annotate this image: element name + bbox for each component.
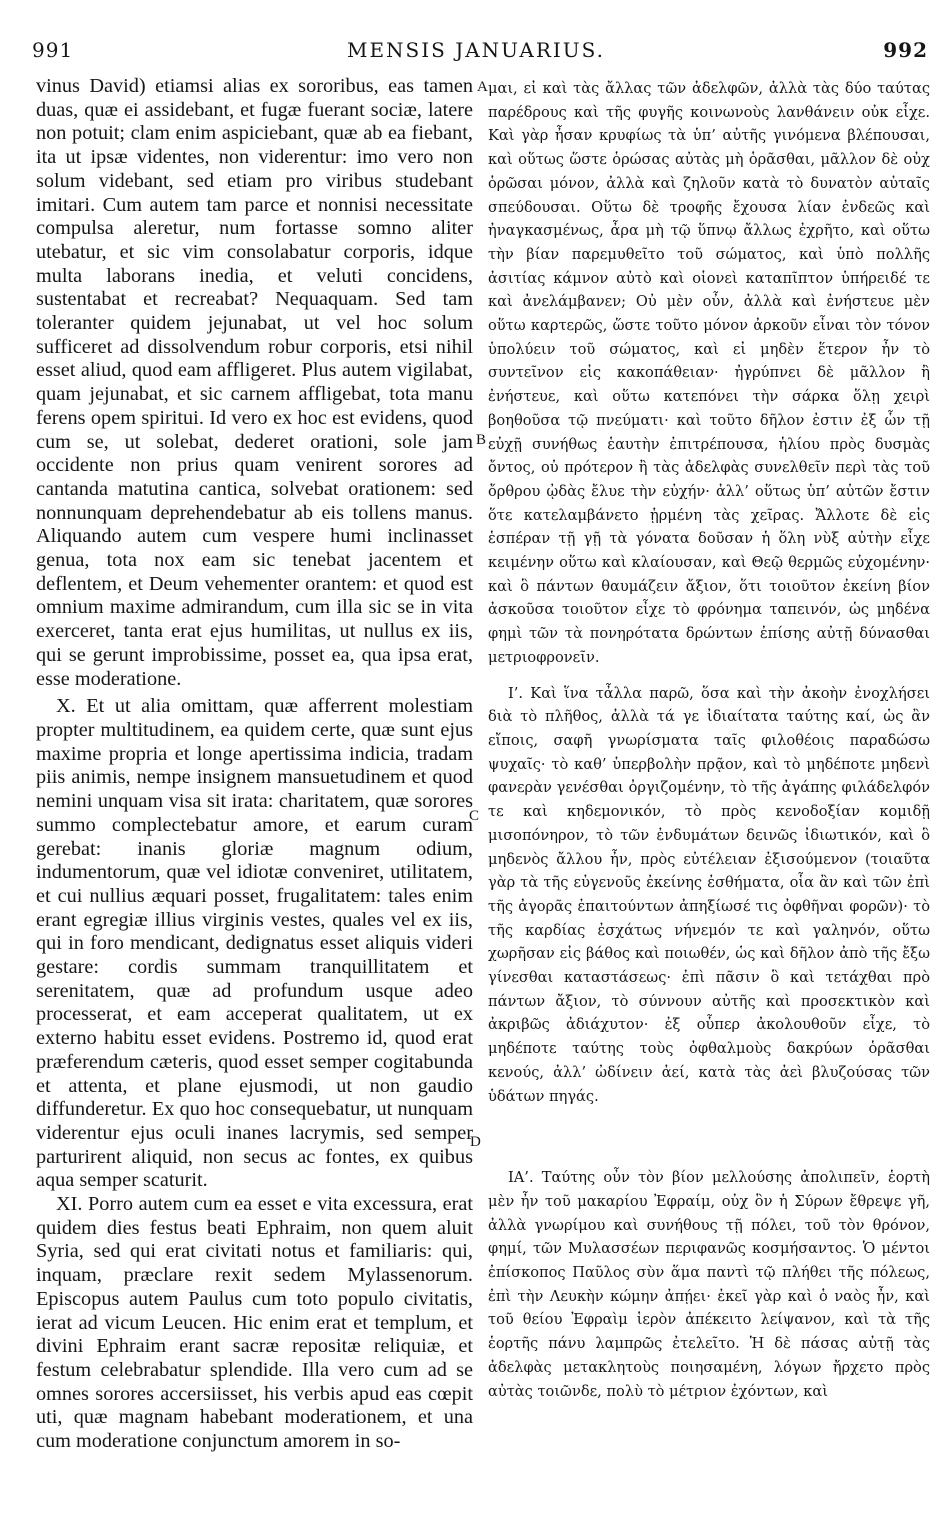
margin-marker-b: B — [476, 432, 487, 448]
latin-paragraph: vinus David) etiamsi alias ex sororibus, eas tamen duas, quæ ei assidebant, et fugæ fuerant sociæ, latere non potuit; clam enim aspiciebant, quæ ab ea fiebant, ita ut ipsæ videntes, non viderentur: imo vero non solum videbant, sed etiam pro viribus studebant imitari. Cum autem tam parce et nonnisi necessitate compulsa aleretur, num fortasse somno aliter utebatur, et sic vim consolabatur corporis, idque multa laborans inedia, et veluti concidens, sustentabat et recreabat? Nequaquam. Sed tam toleranter quidem jejunabat, ut vel hoc solum sufficeret ad dissolvendum robur corporis, etsi nihil esset aliud, quod eam affligeret. Plus autem vigilabat, quam jejunabat, et sic carnem affligebat, tota manu ferens opem spiritui. Id vero ex hoc est evidens, quod cum se, ut solebat, dederet orationi, sole jam occidente non prius quam venirent sorores ad cantanda matutina cantica, solvebat orationem: sed nonnunquam deprehendebatur ab eis tollens manus. Aliquando autem cum vespere humi inclinasset genua, tota nox eam sic tenebat jacentem et deflentem, et Deum vehementer orantem: et quod est omnium maxime admirandum, cum illa sic se in vita exerceret, tanta erat ejus humilitas, ut nullus ex iis, qui se gerunt improbissime, posset ea, qua ipsa erat, esse moderatione. — [36, 75, 473, 690]
greek-paragraph-i: Ι’. Καὶ ἵνα τἆλλα παρῶ, ὅσα καὶ τὴν ἀκοὴν ἐνοχλήσει διὰ τὸ πλῆθος, ἀλλὰ τά γε ἰδιαίτατα ταύτης καί, ὡς ἂν εἴποις, σαφῆ γνωρίσματα ταῖς φιλοθέοις παραδώσω ψυχαῖς· τὸ καθ’ ὑπερβολὴν πρᾷον, καὶ τὸ μηδέποτε μηδενὶ φανερὰν γενέσθαι ὀργιζομένην, τὸ τῆς ἀγάπης φιλάδελφόν τε καὶ κηδεμονικόν, τὸ πρὸς κενοδοξίαν κομιδῇ μισοπόνηρον, τὸ τῶν ἐνδυμάτων δεινῶς ἰδιωτικόν, καὶ ὃ μηδενὸς ἄλλου ἦν, πρὸς εὐτέλειαν ἐξισούμενον (τοιαῦτα γὰρ τὰ τῆς εὐγενοῦς ἐκείνης ἐσθήματα, οἷα ἂν καὶ τῶν ἐπὶ τῆς ἀγορᾶς ἐπαιτούντων ἀπηξίωσέ τις ὀφθῆναι φορῶν)· τὸ τῆς καρδίας ἐσχάτως νήνεμόν τε καὶ γαληνόν, οὕτω χωρῆσαν εἰς βάθος καὶ ποιωθέν, ὡς καὶ δῆλον ἀπὸ τῆς ἔξω γίνεσθαι καταστάσεως· ἐπὶ πᾶσιν ὃ καὶ τετάχθαι πρὸ πάντων ἄξιον, τὸ σύννουν αὐτῆς καὶ προσεκτικὸν καὶ ἀκριβῶς ἀδιάχυτον· ἐξ οὗπερ ἀκολουθοῦν εἶχε, τὸ μηδέποτε ταύτης τοὺς ὀφθαλμοὺς δακρύων ὁρᾶσθαι κενούς, ἀλλ’ ὠδίνειν ἀεί, κατὰ τὰς ἀεὶ βλυζούσας τῶν ὑδάτων πηγάς. — [488, 684, 930, 1105]
greek-paragraph-ia: ΙΑ’. Ταύτης οὖν τὸν βίον μελλούσης ἀπολιπεῖν, ἑορτὴ μὲν ἦν τοῦ μακαρίου Ἐφραίμ, οὐχ ὃν ἡ Σύρων ἔθρεψε γῆ, ἀλλὰ γνωρίμου καὶ συνήθους τῇ πόλει, τοῦ τὸν θρόνον, φημί, τῶν Μυλασσέων περιφανῶς κοσμήσαντος. Ὁ μέντοι ἐπίσκοπος Παῦλος σὺν ἅμα παντὶ τῷ πλήθει τῆς πόλεως, ἐπὶ τὴν Λευκὴν κώμην ἀπῄει· ἐκεῖ γὰρ καὶ ὁ ναὸς ἦν, καὶ τοῦ θείου Ἐφραὶμ ἱερὸν ἀπέκειτο λείψανον, καὶ τὰ τῆς ἑορτῆς πάνυ λαμπρῶς ἐτελεῖτο. Ἡ δὲ πάσας αὐτῇ τὰς ἀδελφὰς μετακλητοὺς ποιησαμένη, λόγων ἤρχετο πρὸς αὐτὰς τοιῶνδε, πολὺ τὸ μέτριον ἐχόντων, καὶ — [488, 1169, 930, 1400]
greek-column — [488, 77, 930, 1403]
left-page-number: 991 — [32, 38, 74, 62]
margin-marker-c: C — [469, 808, 480, 824]
latin-column — [36, 75, 473, 1454]
latin-paragraph-x: X. Et ut alia omittam, quæ afferrent molestiam propter multitudinem, ea quidem certe, quæ sunt ejus maxime propria et longe apertissima indicia, tradam piis animis, nempe insignem mansuetudinem et quod nemini unquam visa sit irata: charitatem, quæ sorores summo complectebatur amore, et earum curam gerebat: inanis gloriæ magnum odium, indumentorum, quæ vel idiotæ conveniret, utilitatem, et cui nullius æquari posset, frugalitatem: tales enim erant egregiæ illius virginis vestes, quales vel ex iis, qui in foro mendicant, dedignatus esset aliquis videri gestare: cordis summam tranquillitatem et serenitatem, quæ ad profundum usque adeo processerat, et eam acceperat qualitatem, ut ex externo habitu esset evidens. Postremo id, quod erat præferendum cæteris, quod esset semper cogitabunda et attenta, et plane ejusmodi, ut non gaudio diffunderetur. Ex quo hoc consequebatur, ut nunquam viderentur ejus oculi inanes lacrymis, sed semper parturirent aliquid, non secus ac fontes, ex quibus aqua semper scaturit. — [36, 695, 473, 1192]
margin-marker-a: A — [477, 79, 488, 95]
margin-marker-d: D — [470, 1134, 481, 1150]
latin-paragraph-xi: XI. Porro autem cum ea esset e vita excessura, erat quidem dies festus beati Ephraim, non quem aluit Syria, sed qui erat civitati notus et familiaris: qui, inquam, præclare rexit sedem Mylassenorum. Episcopus autem Paulus cum toto populo civitatis, ierat ad vicum Leucen. Hic enim erat et templum, et divini Ephraim erant sacræ repositæ reliquiæ, et festum celebrabatur splendide. Illa vero cum ad se omnes sorores accersiisset, his verbis apud eas cœpit uti, quæ magnam habebant moderationem, et una cum moderatione conjunctum amorem in so- — [36, 1193, 473, 1453]
greek-paragraph: μαι, εἰ καὶ τὰς ἄλλας τῶν ἀδελφῶν, ἀλλὰ τὰς δύο ταύτας παρέδρους καὶ τῆς φυγῆς κοινωνοὺς λανθάνειν οὐκ εἶχε. Καὶ γὰρ ἦσαν κρυφίως τὰ ὑπ’ αὐτῆς γινόμενα βλέπουσαι, καὶ οὕτως ὥστε ὁρώσας αὐτὰς μὴ ὁρᾶσθαι, μᾶλλον δὲ οὐχ ὁρῶσαι μόνον, ἀλλὰ καὶ ζηλοῦν κατὰ τὸ δυνατὸν αὐταῖς σπεύδουσαι. Οὕτω δὲ τροφῆς ἔχουσα λίαν ἐνδεῶς καὶ ἠναγκασμένως, ἆρα μὴ τῷ ὕπνῳ ἄλλως ἐχρῆτο, καὶ οὕτω τὴν βίαν παρεμυθεῖτο τοῦ σώματος, καὶ ὑπὸ πολλῆς ἀσιτίας κάμνον αὐτὸ καὶ οἱονεὶ καταπῖπτον ὑπήρειδέ τε καὶ ἀνελάμβανεν; Οὐ μὲν οὖν, ἀλλὰ καὶ ἐνήστευε μὲν οὕτω καρτερῶς, ὥστε τοῦτο μόνον ἀρκοῦν εἶναι τὸν τόνον ὑπολύειν τοῦ σώματος, καὶ εἰ μηδὲν ἕτερον ἦν τὸ συντεῖνον εἰς κακοπάθειαν· ἠγρύπνει δὲ μᾶλλον ἢ ἐνήστευε, καὶ οὕτω κατεπόνει τὴν σάρκα ὅλῃ χειρὶ βοηθοῦσα τῷ πνεύματι· καὶ τοῦτο δῆλον ἐστιν ἐξ ὧν τῇ εὐχῇ συνήθως ἑαυτὴν ἐπιτρέπουσα, ἡλίου πρὸς δυσμὰς ὄντος, οὐ πρότερον ἢ τὰς ἀδελφὰς συνελθεῖν περὶ τὰς τοῦ ὄρθρου ᾠδὰς ἔλυε τὴν εὐχήν· ἀλλ’ οὕτως ὑπ’ αὐτῶν ἔστιν ὅτε κατελαμβάνετο ᾑρμένη τὰς χεῖρας. Ἄλλοτε δὲ εἰς ἑσπέραν τῇ γῇ τὰ γόνατα δοῦσαν ἡ ὅλη νὺξ αὐτὴν εἶχε κειμένην οὕτω καὶ κλαίουσαν, καὶ Θεῷ θερμῶς εὐχομένην· καὶ ὃ πάντων θαυμάζειν ἄξιον, ὅτι τοιοῦτον ἐκείνη βίον ἀσκοῦσα τοιοῦτον εἶχε τὸ φρόνημα ταπεινόν, ὡς μηδένα φημὶ τῶν τὰ πονηρότατα δρώντων ἐπίσης αὐτῇ δύνασθαι μετριοφρονεῖν. — [488, 80, 930, 666]
running-title: MENSIS JANUARIUS. — [346, 38, 606, 62]
right-page-number: 992 — [883, 38, 928, 62]
